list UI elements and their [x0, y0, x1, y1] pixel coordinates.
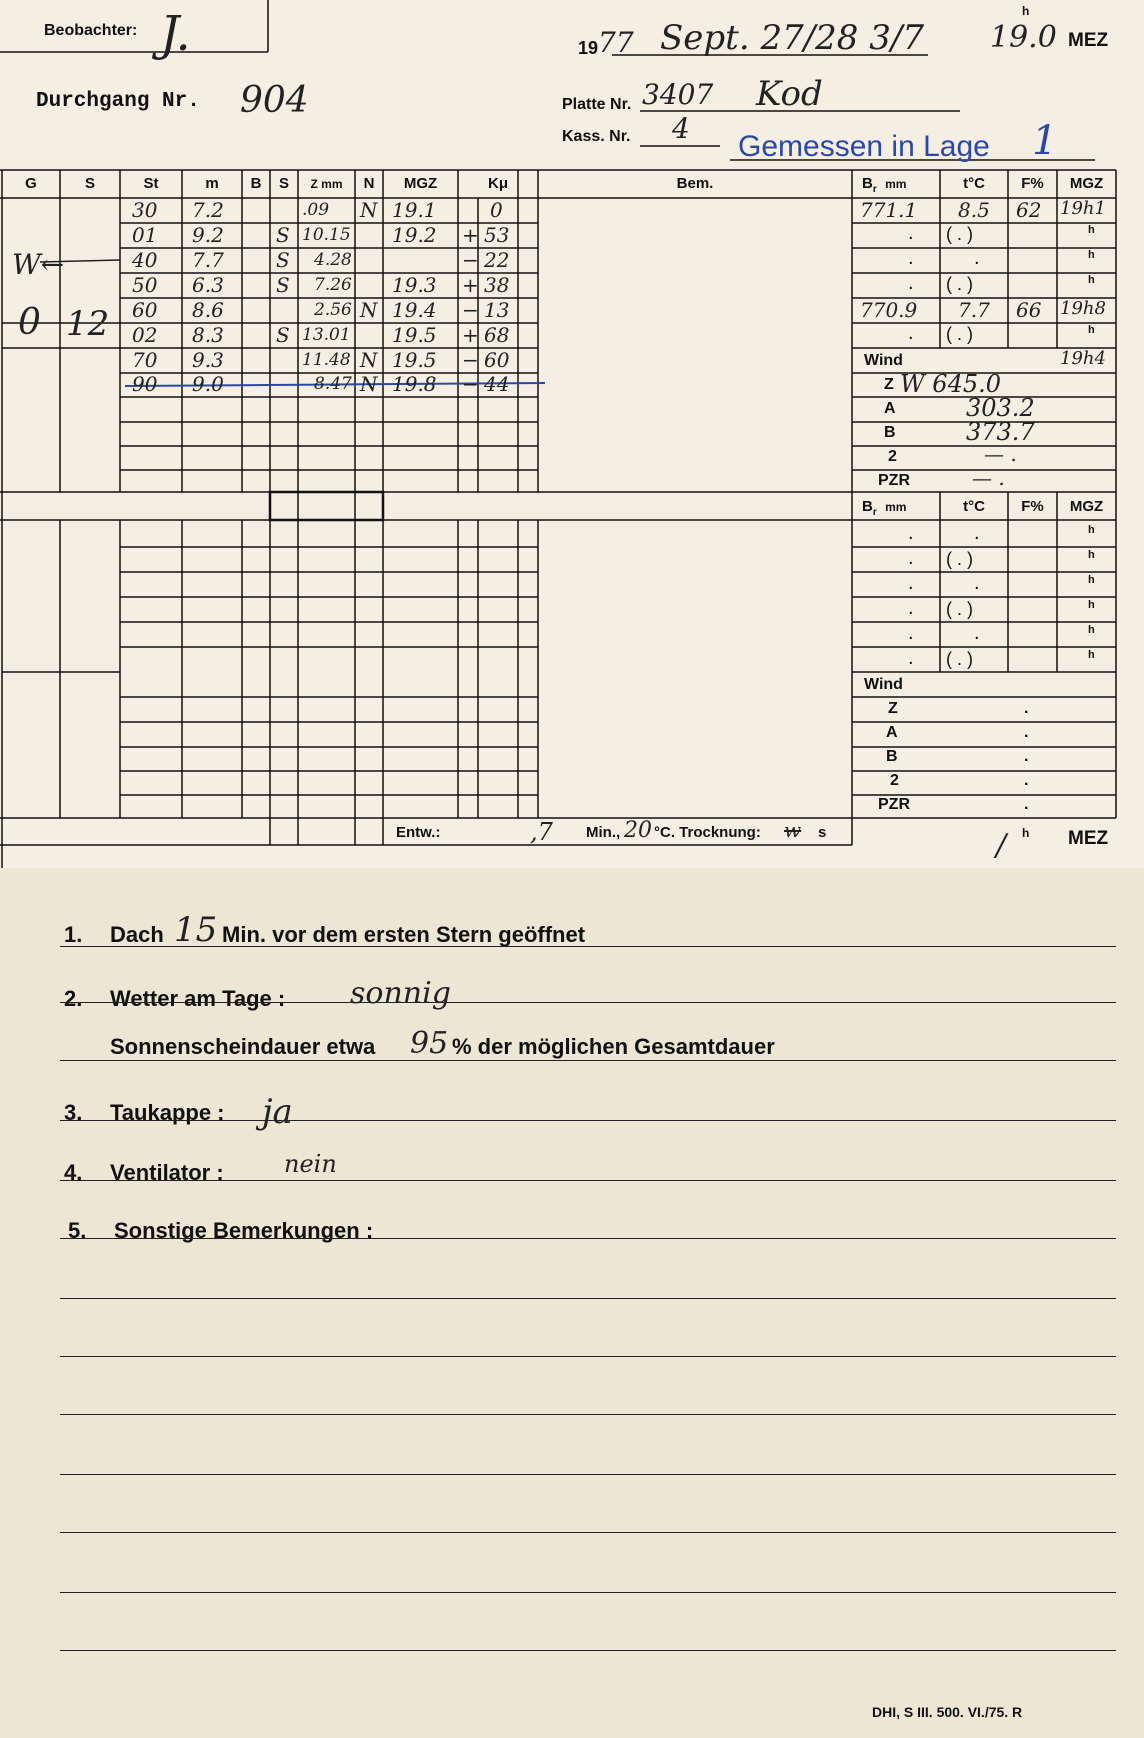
cell-mgz: h	[1088, 524, 1095, 536]
right-header-f: F%	[1021, 175, 1044, 192]
cell-br: .	[908, 322, 914, 344]
z-label-2: Z	[888, 700, 898, 717]
b-value: 373.7	[966, 418, 1035, 446]
pzr-label-2: PZR	[878, 796, 910, 813]
right-bottom-header-t: t°C	[963, 498, 985, 515]
cell-m: 9.0	[192, 372, 224, 396]
b-label-2: B	[886, 748, 898, 765]
measured-stamp-value: 1	[1032, 118, 1058, 164]
form-code: DHI, S III. 500. VI./75. R	[872, 1704, 1023, 1720]
g-value: 0	[18, 302, 41, 343]
cell-t: 8.5	[958, 198, 990, 222]
cell-st: 02	[132, 323, 158, 347]
cell-s: S	[276, 323, 290, 347]
cell-z: 8.47	[314, 374, 352, 394]
q2b-label: Sonnenscheindauer etwa	[110, 1034, 376, 1059]
a-dot-2: .	[1024, 724, 1029, 741]
year-prefix: 19	[578, 38, 599, 58]
cell-m: 7.7	[192, 248, 224, 272]
col-header-g: G	[25, 175, 37, 192]
cell-t: ( . )	[946, 324, 973, 344]
cell-k: 60	[484, 348, 510, 372]
cell-br: .	[908, 522, 914, 544]
cell-m: 8.6	[192, 298, 224, 322]
two-label: 2	[888, 448, 897, 465]
observer-label: Beobachter:	[44, 22, 138, 39]
col-header-zmm: Z mm	[310, 177, 343, 191]
cell-st: 70	[132, 348, 158, 372]
cell-sign: −	[462, 372, 479, 396]
pzr-dot-2: .	[1024, 796, 1029, 813]
cell-mgz: h	[1088, 574, 1095, 586]
cell-z: 2.56	[314, 300, 352, 320]
b-label: B	[884, 424, 896, 441]
cell-m: 9.3	[192, 348, 224, 372]
cell-s: S	[276, 248, 290, 272]
cell-f: 62	[1016, 198, 1042, 222]
cell-z: 10.15	[302, 225, 351, 245]
cell-mgz: 19.2	[392, 223, 437, 247]
cell-mgz: 19h1	[1060, 198, 1106, 219]
cell-mgz: 19.3	[392, 273, 437, 297]
cell-mgz: 19h8	[1060, 298, 1106, 319]
q1-label-rest: Min. vor dem ersten Stern geöffnet	[222, 922, 586, 947]
right-bottom-header-br: $B_r$ mm	[862, 498, 907, 518]
cell-m: 6.3	[192, 273, 224, 297]
col-header-mgz: MGZ	[403, 175, 438, 192]
q3-value: ja	[262, 1092, 293, 1132]
q5-line	[60, 1238, 1116, 1239]
q1-label: Dach	[110, 922, 164, 947]
cell-m: 9.2	[192, 223, 224, 247]
blank-line	[60, 1532, 1116, 1533]
cell-t: 7.7	[958, 298, 990, 322]
cell-br: .	[908, 272, 914, 294]
s-value: 12	[66, 304, 110, 344]
cell-z: 7.26	[314, 275, 352, 295]
cell-br: .	[908, 572, 914, 594]
blank-line	[60, 1414, 1116, 1415]
a-label: A	[884, 400, 896, 417]
q2b-label-rest: % der möglichen Gesamtdauer	[452, 1034, 775, 1059]
cell-k: 53	[484, 223, 510, 247]
cell-t: ( . )	[946, 549, 973, 569]
cell-t: .	[974, 572, 980, 594]
cell-k: 44	[484, 372, 510, 396]
cell-sign: +	[462, 323, 479, 347]
blank-line	[60, 1650, 1116, 1651]
cell-br: 771.1	[860, 198, 918, 222]
cell-mgz: 19.5	[392, 348, 437, 372]
cell-sign: −	[462, 298, 479, 322]
a-label-2: A	[886, 724, 898, 741]
cell-k: 0	[490, 198, 503, 222]
right-header-mgz: MGZ	[1069, 175, 1104, 192]
observer-value: J.	[160, 6, 191, 62]
min-label: Min.,	[586, 824, 621, 841]
cell-z: 4.28	[314, 250, 352, 270]
cell-br: .	[908, 222, 914, 244]
col-header-b: B	[250, 175, 262, 192]
col-header-n: N	[363, 175, 375, 192]
pzr-label: PZR	[878, 472, 910, 489]
blank-line	[60, 1474, 1116, 1475]
cell-mgz: h	[1088, 324, 1095, 336]
col-header-m: m	[205, 175, 219, 192]
cell-mgz: 19.5	[392, 323, 437, 347]
cell-n: N	[360, 372, 378, 396]
q2-line	[60, 1002, 1116, 1003]
durchgang-value: 904	[240, 80, 309, 121]
cell-k: 22	[484, 248, 510, 272]
cell-st: 40	[132, 248, 158, 272]
cell-br: .	[908, 547, 914, 569]
cell-mgz: h	[1088, 224, 1095, 236]
q1-value: 15	[174, 910, 218, 950]
q3-number: 3.	[64, 1100, 83, 1125]
cell-sign: +	[462, 273, 479, 297]
cell-t: ( . )	[946, 274, 973, 294]
q4-label: Ventilator :	[110, 1160, 224, 1185]
right-bottom-header-mgz: MGZ	[1069, 498, 1104, 515]
cell-sign: +	[462, 223, 479, 247]
cell-n: N	[360, 348, 378, 372]
cell-st: 01	[132, 223, 158, 247]
cell-z: 11.48	[302, 350, 351, 370]
cell-br: .	[908, 622, 914, 644]
measured-stamp: Gemessen in Lage	[738, 130, 990, 163]
trocknung-s: s	[818, 824, 827, 841]
cell-t: ( . )	[946, 224, 973, 244]
q4-line	[60, 1180, 1116, 1181]
q1-number: 1.	[64, 922, 83, 947]
bottom-time-value: /	[996, 828, 1007, 863]
cell-mgz: h	[1088, 599, 1095, 611]
cell-br: 770.9	[860, 298, 918, 322]
col-header-kmu: Kμ	[487, 175, 508, 192]
q2b-value: 95	[410, 1026, 449, 1061]
entw-label: Entw.:	[396, 824, 441, 841]
cell-sign: −	[462, 248, 479, 272]
q3-label: Taukappe :	[110, 1100, 225, 1125]
wind-label: Wind	[864, 352, 903, 369]
q3-line	[60, 1120, 1116, 1121]
cell-st: 90	[132, 372, 158, 396]
date-text: Sept. 27/28 3/7	[660, 18, 924, 58]
cell-t: .	[974, 247, 980, 269]
cell-mgz: h	[1088, 274, 1095, 286]
cell-m: 7.2	[192, 198, 224, 222]
two-dot-2: .	[1024, 772, 1029, 789]
cell-sign: −	[462, 348, 479, 372]
right-header-t: t°C	[963, 175, 985, 192]
temp-value: 20	[624, 818, 652, 843]
q2b-line	[60, 1060, 1116, 1061]
cell-n: N	[360, 298, 378, 322]
platte-extra: Kod	[756, 74, 823, 114]
q4-value: nein	[284, 1150, 337, 1178]
cell-s: S	[276, 273, 290, 297]
time-sup: h	[1022, 4, 1030, 18]
cell-t: .	[974, 522, 980, 544]
cell-br: .	[908, 597, 914, 619]
z-dot-2: .	[1024, 700, 1029, 717]
a-value: 303.2	[966, 394, 1035, 422]
q5-label: Sonstige Bemerkungen :	[114, 1218, 374, 1243]
cell-m: 8.3	[192, 323, 224, 347]
cell-mgz: 19.4	[392, 298, 437, 322]
cell-k: 68	[484, 323, 510, 347]
kass-value: 4	[672, 112, 690, 145]
q5-number: 5.	[68, 1218, 87, 1243]
two-label-2: 2	[890, 772, 899, 789]
year-suffix: 77	[598, 26, 634, 59]
kass-label: Kass. Nr.	[562, 128, 631, 145]
q1-line	[60, 946, 1116, 947]
q2-label: Wetter am Tage :	[110, 986, 286, 1011]
wind-value: 19h4	[1060, 348, 1106, 369]
z-label: Z	[884, 376, 894, 393]
cell-mgz: 19.8	[392, 372, 437, 396]
time-value: 19.0	[990, 20, 1057, 55]
cell-br: .	[908, 647, 914, 669]
q2-number: 2.	[64, 986, 83, 1011]
wind-label-2: Wind	[864, 676, 903, 693]
b-dot-2: .	[1024, 748, 1029, 765]
blank-line	[60, 1592, 1116, 1593]
cell-br: .	[908, 247, 914, 269]
col-header-st: St	[143, 175, 159, 192]
cell-mgz: h	[1088, 549, 1095, 561]
cell-n: N	[360, 198, 378, 222]
cell-z: 13.01	[302, 325, 351, 345]
right-header-br: $B_r$ mm	[862, 175, 907, 195]
blank-line	[60, 1298, 1116, 1299]
platte-label: Platte Nr.	[562, 96, 632, 113]
platte-value: 3407	[642, 78, 714, 111]
g-direction-mark: W←	[12, 248, 65, 281]
entw-value: ,7	[530, 818, 553, 846]
cell-mgz: h	[1088, 624, 1095, 636]
q2-value: sonnig	[350, 976, 451, 1011]
col-header-s2: S	[278, 175, 289, 192]
cell-t: ( . )	[946, 649, 973, 669]
right-bottom-header-f: F%	[1021, 498, 1044, 515]
trocknung-value: w	[784, 818, 802, 842]
cell-st: 60	[132, 298, 158, 322]
cell-mgz: 19.1	[392, 198, 437, 222]
cell-st: 30	[132, 198, 158, 222]
cell-k: 13	[484, 298, 510, 322]
cell-s: S	[276, 223, 290, 247]
col-header-bem: Bem.	[676, 175, 714, 192]
z-value: W 645.0	[900, 370, 1002, 398]
time-zone: MEZ	[1068, 30, 1109, 51]
durchgang-label: Durchgang Nr.	[36, 90, 200, 113]
bottom-time-zone: MEZ	[1068, 828, 1109, 849]
cell-t: ( . )	[946, 599, 973, 619]
trocknung-label: °C. Trocknung:	[654, 824, 761, 841]
blank-line	[60, 1356, 1116, 1357]
cell-f: 66	[1016, 298, 1042, 322]
cell-st: 50	[132, 273, 158, 297]
two-value: — .	[984, 442, 1017, 466]
cell-mgz: h	[1088, 249, 1095, 261]
q4-number: 4.	[64, 1160, 83, 1185]
cell-k: 38	[484, 273, 510, 297]
cell-t: .	[974, 622, 980, 644]
cell-mgz: h	[1088, 649, 1095, 661]
cell-z: .09	[302, 200, 330, 220]
pzr-value: — .	[972, 466, 1005, 490]
bottom-time-sup: h	[1022, 826, 1030, 840]
col-header-s: S	[84, 175, 95, 192]
